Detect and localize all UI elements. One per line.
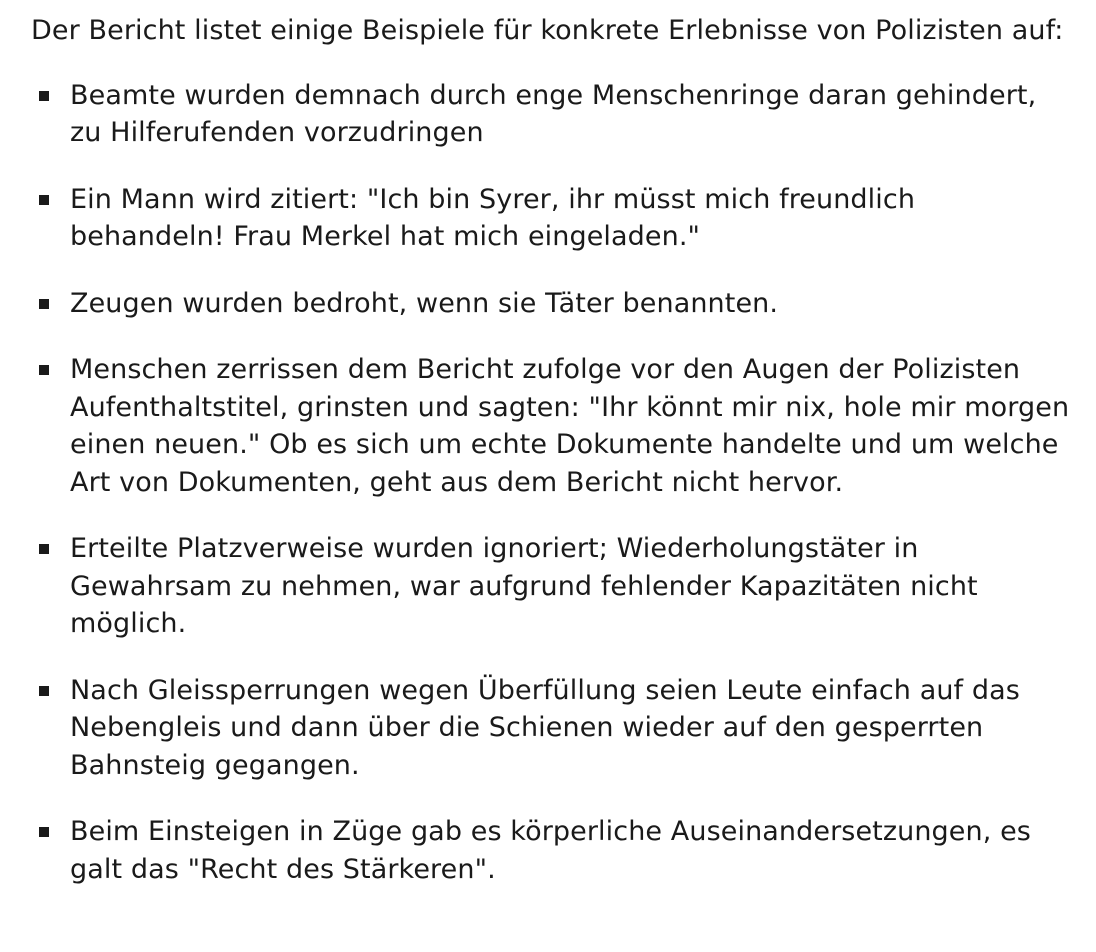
list-item [31,351,1071,501]
bullet-square-icon [39,365,49,375]
bullet-square-icon [39,544,49,554]
list-item [31,285,1071,323]
list-item [31,181,1071,256]
bullet-square-icon [39,195,49,205]
bullet-square-icon [39,299,49,309]
bullet-square-icon [39,686,49,696]
list-item [31,672,1071,785]
list-item [31,530,1071,643]
bullet-square-icon [39,827,49,837]
list-item-text: Zeugen wurden bedroht, wenn sie Täter benannten. [70,287,779,319]
list-item-text: Erteilte Platzverweise wurden ignoriert; Wiederholungstäter in Gewahrsam zu nehmen, war aufgrund fehlender Kapazitäten nicht möglich. [70,533,978,639]
bullet-square-icon [39,91,49,101]
list-item-text: Beim Einsteigen in Züge gab es körperliche Auseinandersetzungen, es galt das "Recht des Stärkeren". [70,816,1031,885]
list-item-text: Beamte wurden demnach durch enge Menschenringe daran gehindert, zu Hilferufenden vorzudringen [70,79,1037,148]
intro-paragraph: Der Bericht listet einige Beispiele für konkrete Erlebnisse von Polizisten auf: [31,15,1064,46]
incident-list [31,77,1071,889]
list-item-text: Menschen zerrissen dem Bericht zufolge vor den Augen der Polizisten Aufenthaltstitel, grinsten und sagten: "Ihr könnt mir nix, hole mir morgen einen neuen." Ob es sich um echte Dokumente handelte und um welche Art von Dokumenten, geht aus dem Bericht nicht hervor. [70,354,1070,498]
list-item-text: Nach Gleissperrungen wegen Überfüllung seien Leute einfach auf das Nebengleis und dann über die Schienen wieder auf den gesperrten Bahnsteig gegangen. [70,674,1020,781]
list-item [31,77,1071,152]
list-item [31,813,1071,888]
list-item-text: Ein Mann wird zitiert: "Ich bin Syrer, ihr müsst mich freundlich behandeln! Frau Merkel hat mich eingeladen." [70,183,916,252]
